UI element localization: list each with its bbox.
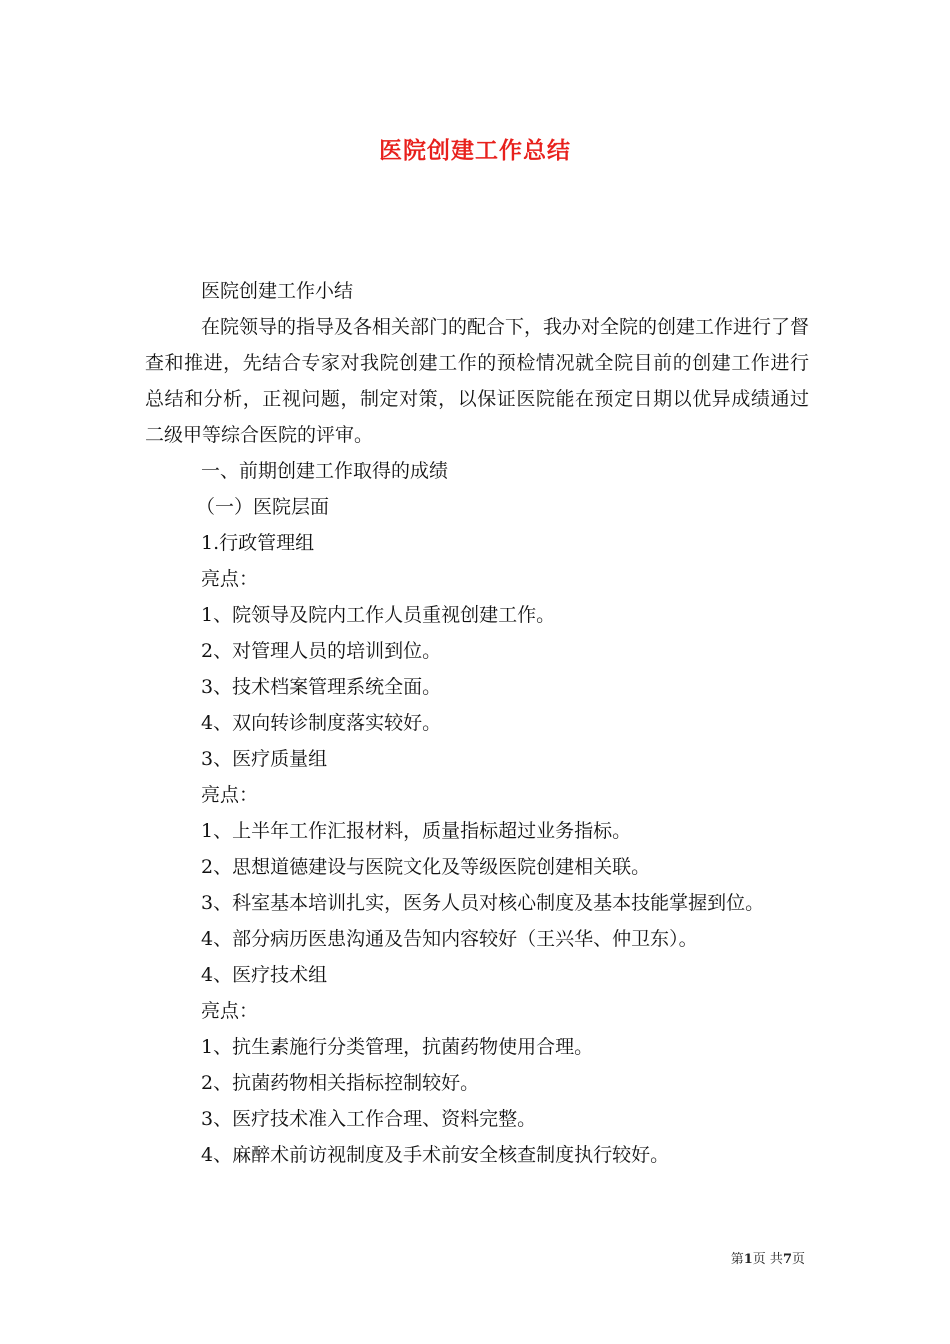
- paragraph-intro: 在院领导的指导及各相关部门的配合下，我办对全院的创建工作进行了督查和推进，先结合专家对我院创建工作的预检情况就全院目前的创建工作进行总结和分析，正视问题，制定对策，以保证医院能在预定日期以优异成绩通过二级甲等综合医院的评审。: [145, 316, 810, 446]
- footer-current-page: 1: [743, 1252, 753, 1267]
- paragraph-summary-heading: 医院创建工作小结: [201, 280, 354, 302]
- highlights-label: 亮点：: [201, 568, 259, 590]
- list-item: 2、思想道德建设与医院文化及等级医院创建相关联。: [201, 856, 651, 878]
- list-item: 1、抗生素施行分类管理，抗菌药物使用合理。: [201, 1036, 594, 1058]
- page-footer: [731, 1248, 805, 1267]
- subsection-heading-hospital-level: （一）医院层面: [196, 496, 330, 518]
- list-item: 2、对管理人员的培训到位。: [201, 640, 442, 662]
- document-title: 医院创建工作总结: [379, 137, 571, 164]
- highlights-label: 亮点：: [201, 1000, 259, 1022]
- footer-suffix: 页: [791, 1252, 805, 1267]
- list-item: 1、上半年工作汇报材料，质量指标超过业务指标。: [201, 820, 632, 842]
- footer-middle: 页 共: [752, 1252, 783, 1267]
- document-body: [145, 273, 809, 1173]
- list-item: 3、科室基本培训扎实，医务人员对核心制度及基本技能掌握到位。: [201, 892, 765, 914]
- list-item: 3、技术档案管理系统全面。: [201, 676, 442, 698]
- list-item: 4、部分病历医患沟通及告知内容较好（王兴华、仲卫东）。: [201, 928, 698, 950]
- footer-prefix: 第: [730, 1252, 744, 1267]
- group-heading-quality: 3、医疗质量组: [201, 748, 328, 770]
- list-item: 2、抗菌药物相关指标控制较好。: [201, 1072, 480, 1094]
- section-heading-achievements: 一、前期创建工作取得的成绩: [201, 460, 449, 482]
- list-item: 3、医疗技术准入工作合理、资料完整。: [201, 1108, 537, 1130]
- highlights-label: 亮点：: [201, 784, 259, 806]
- group-heading-technology: 4、医疗技术组: [201, 964, 328, 986]
- group-heading-admin: 1.行政管理组: [201, 532, 315, 554]
- list-item: 4、麻醉术前访视制度及手术前安全核查制度执行较好。: [201, 1144, 670, 1166]
- footer-total-pages: 7: [782, 1252, 792, 1267]
- list-item: 1、院领导及院内工作人员重视创建工作。: [201, 604, 556, 626]
- list-item: 4、双向转诊制度落实较好。: [201, 712, 442, 734]
